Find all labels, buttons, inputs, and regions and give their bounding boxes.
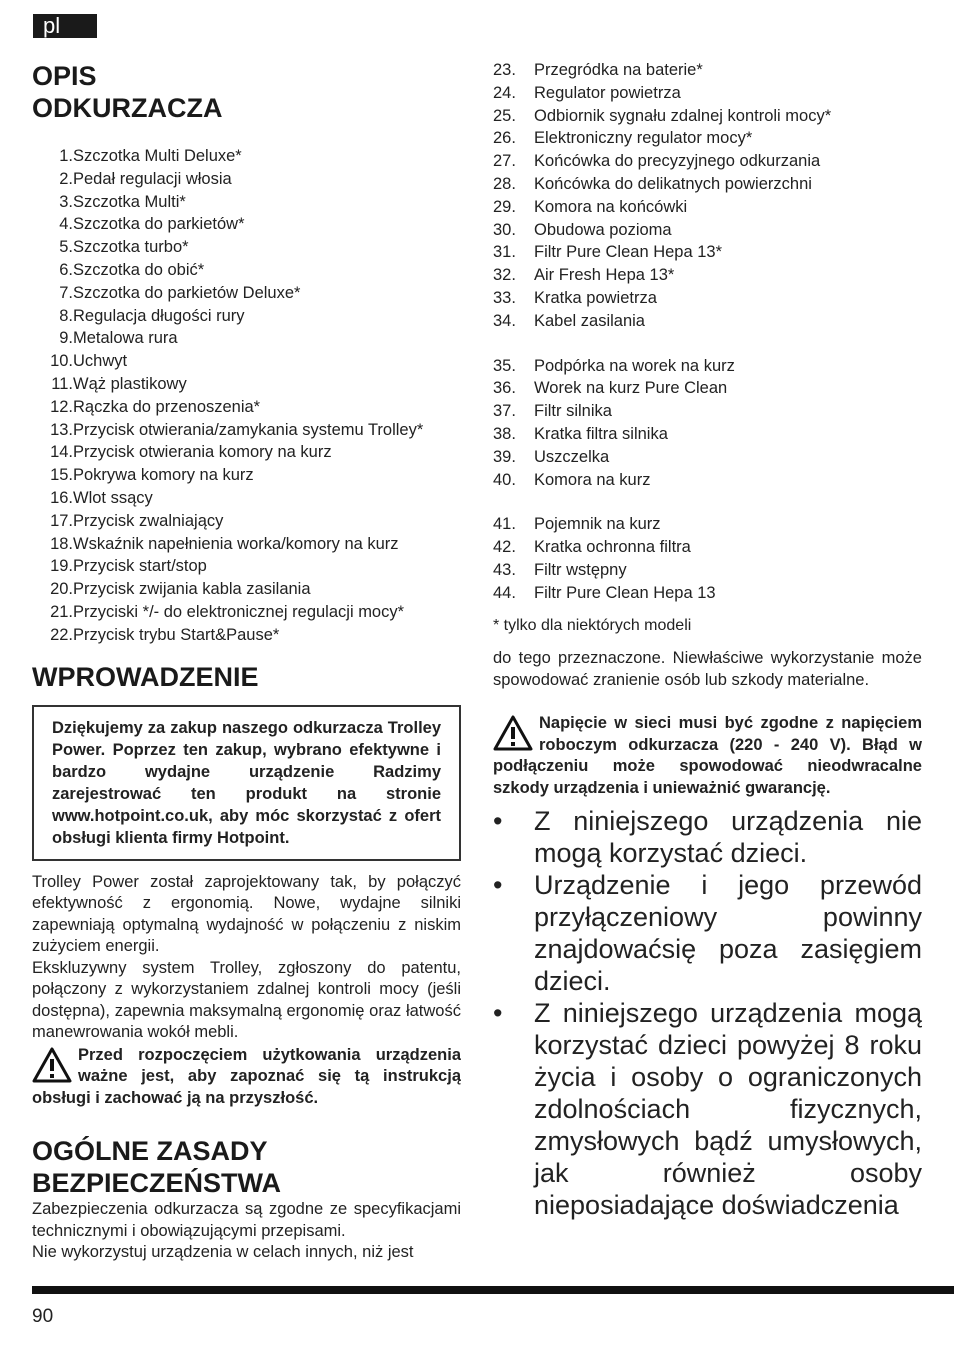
item-label: Metalowa rura (73, 329, 178, 348)
item-label: Szczotka turbo* (73, 238, 189, 257)
parts-list-left (32, 145, 461, 647)
item-label: Regulator powietrza (534, 83, 681, 102)
intro-thanks-text: Dziękujemy za zakup naszego odkurzacza Trolley Power. Poprzez ten zakup, wybrano efektywne i bardzo wydajne urządzenie Radzimy zarejestrować ten produkt na stronie www.hotpoint.co.uk, aby móc skorzystać z ofert obsługi klienta firmy Hotpoint. (52, 718, 441, 847)
item-label: Rączka do przenoszenia* (73, 397, 261, 416)
list-item (493, 264, 922, 287)
item-number: 6. (59, 260, 73, 279)
list-item (493, 400, 922, 423)
item-label: Szczotka Multi Deluxe* (73, 147, 242, 165)
list-item (493, 219, 922, 242)
item-label: Filtr Pure Clean Hepa 13* (534, 243, 723, 262)
item-number: 32. (493, 266, 516, 285)
intro-paragraph-1: Trolley Power został zaprojektowany tak, by połączyć efektywność z ergonomią. Nowe, wydajne silniki zapewniają optymalną wydajność w połączeniu z niskim zużyciem energii. (32, 872, 461, 956)
list-item (493, 446, 922, 469)
intro-heading: WPROWADZENIE (32, 661, 259, 692)
safety-paragraph-1: Zabezpieczenia odkurzacza są zgodne ze specyfikacjami technicznymi i obowiązującymi przepisami. (32, 1200, 461, 1240)
item-label: Szczotka do obić* (73, 260, 205, 279)
item-number: 19. (50, 557, 73, 576)
list-item (493, 536, 922, 559)
list-item (493, 196, 922, 219)
intro-paragraph-2: Ekskluzywny system Trolley, zgłoszony do patentu, połączony z wykorzystaniem zdalnej kontroli mocy (jeśli dostępna), zapewnia maksymalną ergonomię oraz łatwość manewrowania wokół mebli. (32, 958, 461, 1042)
item-label: Wąż plastikowy (73, 374, 187, 393)
safety-heading-line-1: OGÓLNE ZASADY (32, 1136, 268, 1167)
bullet-item (493, 997, 922, 1221)
item-number: 40. (493, 470, 516, 489)
list-item (493, 423, 922, 446)
list-item (493, 355, 922, 378)
item-label: Odbiornik sygnału zdalnej kontroli mocy* (534, 106, 832, 125)
item-label: Kratka filtra silnika (534, 424, 668, 443)
item-label: Szczotka do parkietów* (73, 215, 245, 234)
item-number: 13. (50, 420, 73, 439)
intro-warning (32, 1045, 461, 1110)
item-number: 9. (59, 329, 73, 348)
item-label: Air Fresh Hepa 13* (534, 266, 675, 285)
item-label: Pokrywa komory na kurz (73, 466, 254, 485)
safety-heading-line-2: BEZPIECZEŃSTWA (32, 1168, 282, 1199)
list-item (32, 236, 461, 259)
models-footnote: * tylko dla niektórych modeli (493, 616, 692, 634)
item-number: 12. (50, 397, 73, 416)
list-item (32, 555, 461, 578)
item-number: 39. (493, 447, 516, 466)
item-label: Wlot ssący (73, 488, 153, 507)
list-item (32, 487, 461, 510)
parts-list-right-b (493, 355, 922, 492)
list-item (32, 373, 461, 396)
item-label: Przyciski */- do elektronicznej regulacji mocy* (73, 602, 405, 621)
list-item (493, 377, 922, 400)
list-item (32, 510, 461, 533)
list-item (32, 191, 461, 214)
item-number: 36. (493, 379, 516, 398)
item-number: 31. (493, 243, 516, 262)
item-number: 4. (59, 215, 73, 234)
item-label: Uszczelka (534, 447, 610, 466)
bullet-dot: • (493, 806, 503, 837)
item-label: Obudowa pozioma (534, 220, 672, 239)
bullet-text: Urządzenie i jego przewód przyłączeniowy powinny znajdowaćsię poza zasięgiem dzieci. (534, 870, 922, 997)
list-item (32, 396, 461, 419)
item-number: 44. (493, 583, 516, 602)
title-line-1: OPIS (32, 61, 97, 91)
title-line-2: ODKURZACZA (32, 93, 223, 123)
list-item (32, 282, 461, 305)
list-item (32, 213, 461, 236)
safety-heading (32, 1135, 461, 1199)
item-number: 3. (59, 192, 73, 211)
item-label: Końcówka do delikatnych powierzchni (534, 174, 812, 193)
item-label: Szczotka do parkietów Deluxe* (73, 283, 301, 302)
list-item (493, 513, 922, 536)
item-number: 35. (493, 356, 516, 375)
item-label: Kabel zasilania (534, 311, 645, 330)
item-label: Przycisk trybu Start&Pause* (73, 625, 280, 644)
item-label: Komora na kurz (534, 470, 651, 489)
list-item (32, 305, 461, 328)
item-label: Komora na końcówki (534, 197, 688, 216)
left-column (32, 145, 461, 1264)
parts-list-right-a (493, 59, 922, 333)
safety-paragraph-2-start: Nie wykorzystuj urządzenia w celach innych, niż jest (32, 1243, 414, 1262)
bullet-text: Z niniejszego urządzenia mogą korzystać dzieci powyżej 8 roku życia i osoby o ograniczonych zdolnościach fizycznych, zmysłowych bądź umysłowych, jak również osoby nieposiadające doświadczenia (534, 998, 922, 1221)
item-label: Elektroniczny regulator mocy* (534, 129, 753, 148)
list-item (493, 469, 922, 492)
item-number: 22. (50, 625, 73, 644)
item-number: 14. (50, 443, 73, 462)
intro-thanks-box (32, 705, 461, 861)
item-number: 8. (59, 306, 73, 325)
item-number: 26. (493, 129, 516, 148)
bullet-text: Z niniejszego urządzenia nie mogą korzystać dzieci. (534, 806, 922, 869)
list-item (32, 259, 461, 282)
warning-triangle-icon (32, 1047, 72, 1083)
item-label: Filtr Pure Clean Hepa 13 (534, 583, 716, 602)
item-number: 16. (50, 488, 73, 507)
list-item (493, 559, 922, 582)
list-item (493, 582, 922, 605)
item-label: Worek na kurz Pure Clean (534, 379, 728, 398)
item-number: 7. (59, 283, 73, 302)
list-item (32, 533, 461, 556)
bullet-item (493, 869, 922, 997)
page-number: 90 (32, 1306, 54, 1327)
safety-bullet-list (493, 805, 922, 1221)
item-number: 15. (50, 466, 73, 485)
list-item (32, 464, 461, 487)
item-label: Szczotka Multi* (73, 192, 186, 211)
list-item (32, 624, 461, 647)
bullet-item (493, 805, 922, 869)
item-label: Wskaźnik napełnienia worka/komory na kurz (73, 534, 399, 553)
item-number: 33. (493, 288, 516, 307)
item-label: Regulacja długości rury (73, 306, 245, 325)
item-label: Kratka powietrza (534, 288, 657, 307)
list-item (32, 578, 461, 601)
item-number: 20. (50, 580, 73, 599)
list-item (493, 105, 922, 128)
item-label: Przycisk otwierania komory na kurz (73, 443, 332, 462)
language-tag: pl (33, 14, 97, 38)
item-number: 37. (493, 402, 516, 421)
item-number: 1. (59, 147, 73, 165)
item-number: 18. (50, 534, 73, 553)
item-number: 2. (59, 169, 73, 188)
item-number: 30. (493, 220, 516, 239)
item-number: 24. (493, 83, 516, 102)
list-item (32, 601, 461, 624)
list-item (493, 127, 922, 150)
item-label: Uchwyt (73, 352, 128, 371)
item-number: 21. (50, 602, 73, 621)
item-label: Podpórka na worek na kurz (534, 356, 735, 375)
list-item (493, 287, 922, 310)
list-item (32, 145, 461, 168)
right-column (493, 59, 922, 1221)
item-number: 28. (493, 174, 516, 193)
item-number: 11. (51, 374, 73, 393)
item-number: 5. (59, 238, 73, 257)
item-label: Filtr wstępny (534, 560, 627, 579)
list-item (32, 441, 461, 464)
intro-warning-text: Przed rozpoczęciem użytkowania urządzenia ważne jest, aby zapoznać się tą instrukcją obsługi i zachować ją na przyszłość. (32, 1045, 461, 1107)
item-number: 38. (493, 424, 516, 443)
item-label: Przycisk zwalniający (73, 511, 224, 530)
list-item (32, 419, 461, 442)
list-item (493, 59, 922, 82)
item-number: 10. (50, 352, 73, 371)
item-label: Kratka ochronna filtra (534, 538, 691, 557)
item-label: Przycisk otwierania/zamykania systemu Trolley* (73, 420, 424, 439)
item-label: Pedał regulacji włosia (73, 169, 232, 188)
footer-rule (32, 1286, 954, 1294)
item-number: 17. (50, 511, 73, 530)
item-label: Przegródka na baterie* (534, 61, 703, 79)
list-item (32, 350, 461, 373)
list-item (493, 241, 922, 264)
item-number: 43. (493, 560, 516, 579)
list-item (32, 327, 461, 350)
parts-list-right-c (493, 513, 922, 604)
safety-paragraph-2-cont: do tego przeznaczone. Niewłaściwe wykorzystanie może spowodować zranienie osób lub szkody materialne. (493, 649, 922, 689)
warning-triangle-icon (493, 715, 533, 751)
page-title (32, 60, 222, 124)
list-item (32, 168, 461, 191)
item-number: 42. (493, 538, 516, 557)
item-number: 41. (493, 515, 516, 534)
voltage-warning-text: Napięcie w sieci musi być zgodne z napięciem roboczym odkurzacza (220 - 240 V). Błąd w podłączeniu może spowodować nieodwracalne szkody urządzenia i unieważnić gwarancję. (493, 714, 922, 797)
item-label: Przycisk start/stop (73, 557, 207, 576)
bullet-dot: • (493, 870, 503, 901)
item-number: 23. (493, 61, 516, 79)
list-item (493, 310, 922, 333)
item-label: Końcówka do precyzyjnego odkurzania (534, 152, 821, 171)
item-number: 34. (493, 311, 516, 330)
item-label: Filtr silnika (534, 402, 612, 421)
list-item (493, 150, 922, 173)
item-label: Pojemnik na kurz (534, 515, 661, 534)
item-label: Przycisk zwijania kabla zasilania (73, 580, 311, 599)
item-number: 27. (493, 152, 516, 171)
list-item (493, 82, 922, 105)
bullet-dot: • (493, 998, 503, 1029)
item-number: 29. (493, 197, 516, 216)
voltage-warning (493, 713, 922, 799)
item-number: 25. (493, 106, 516, 125)
list-item (493, 173, 922, 196)
